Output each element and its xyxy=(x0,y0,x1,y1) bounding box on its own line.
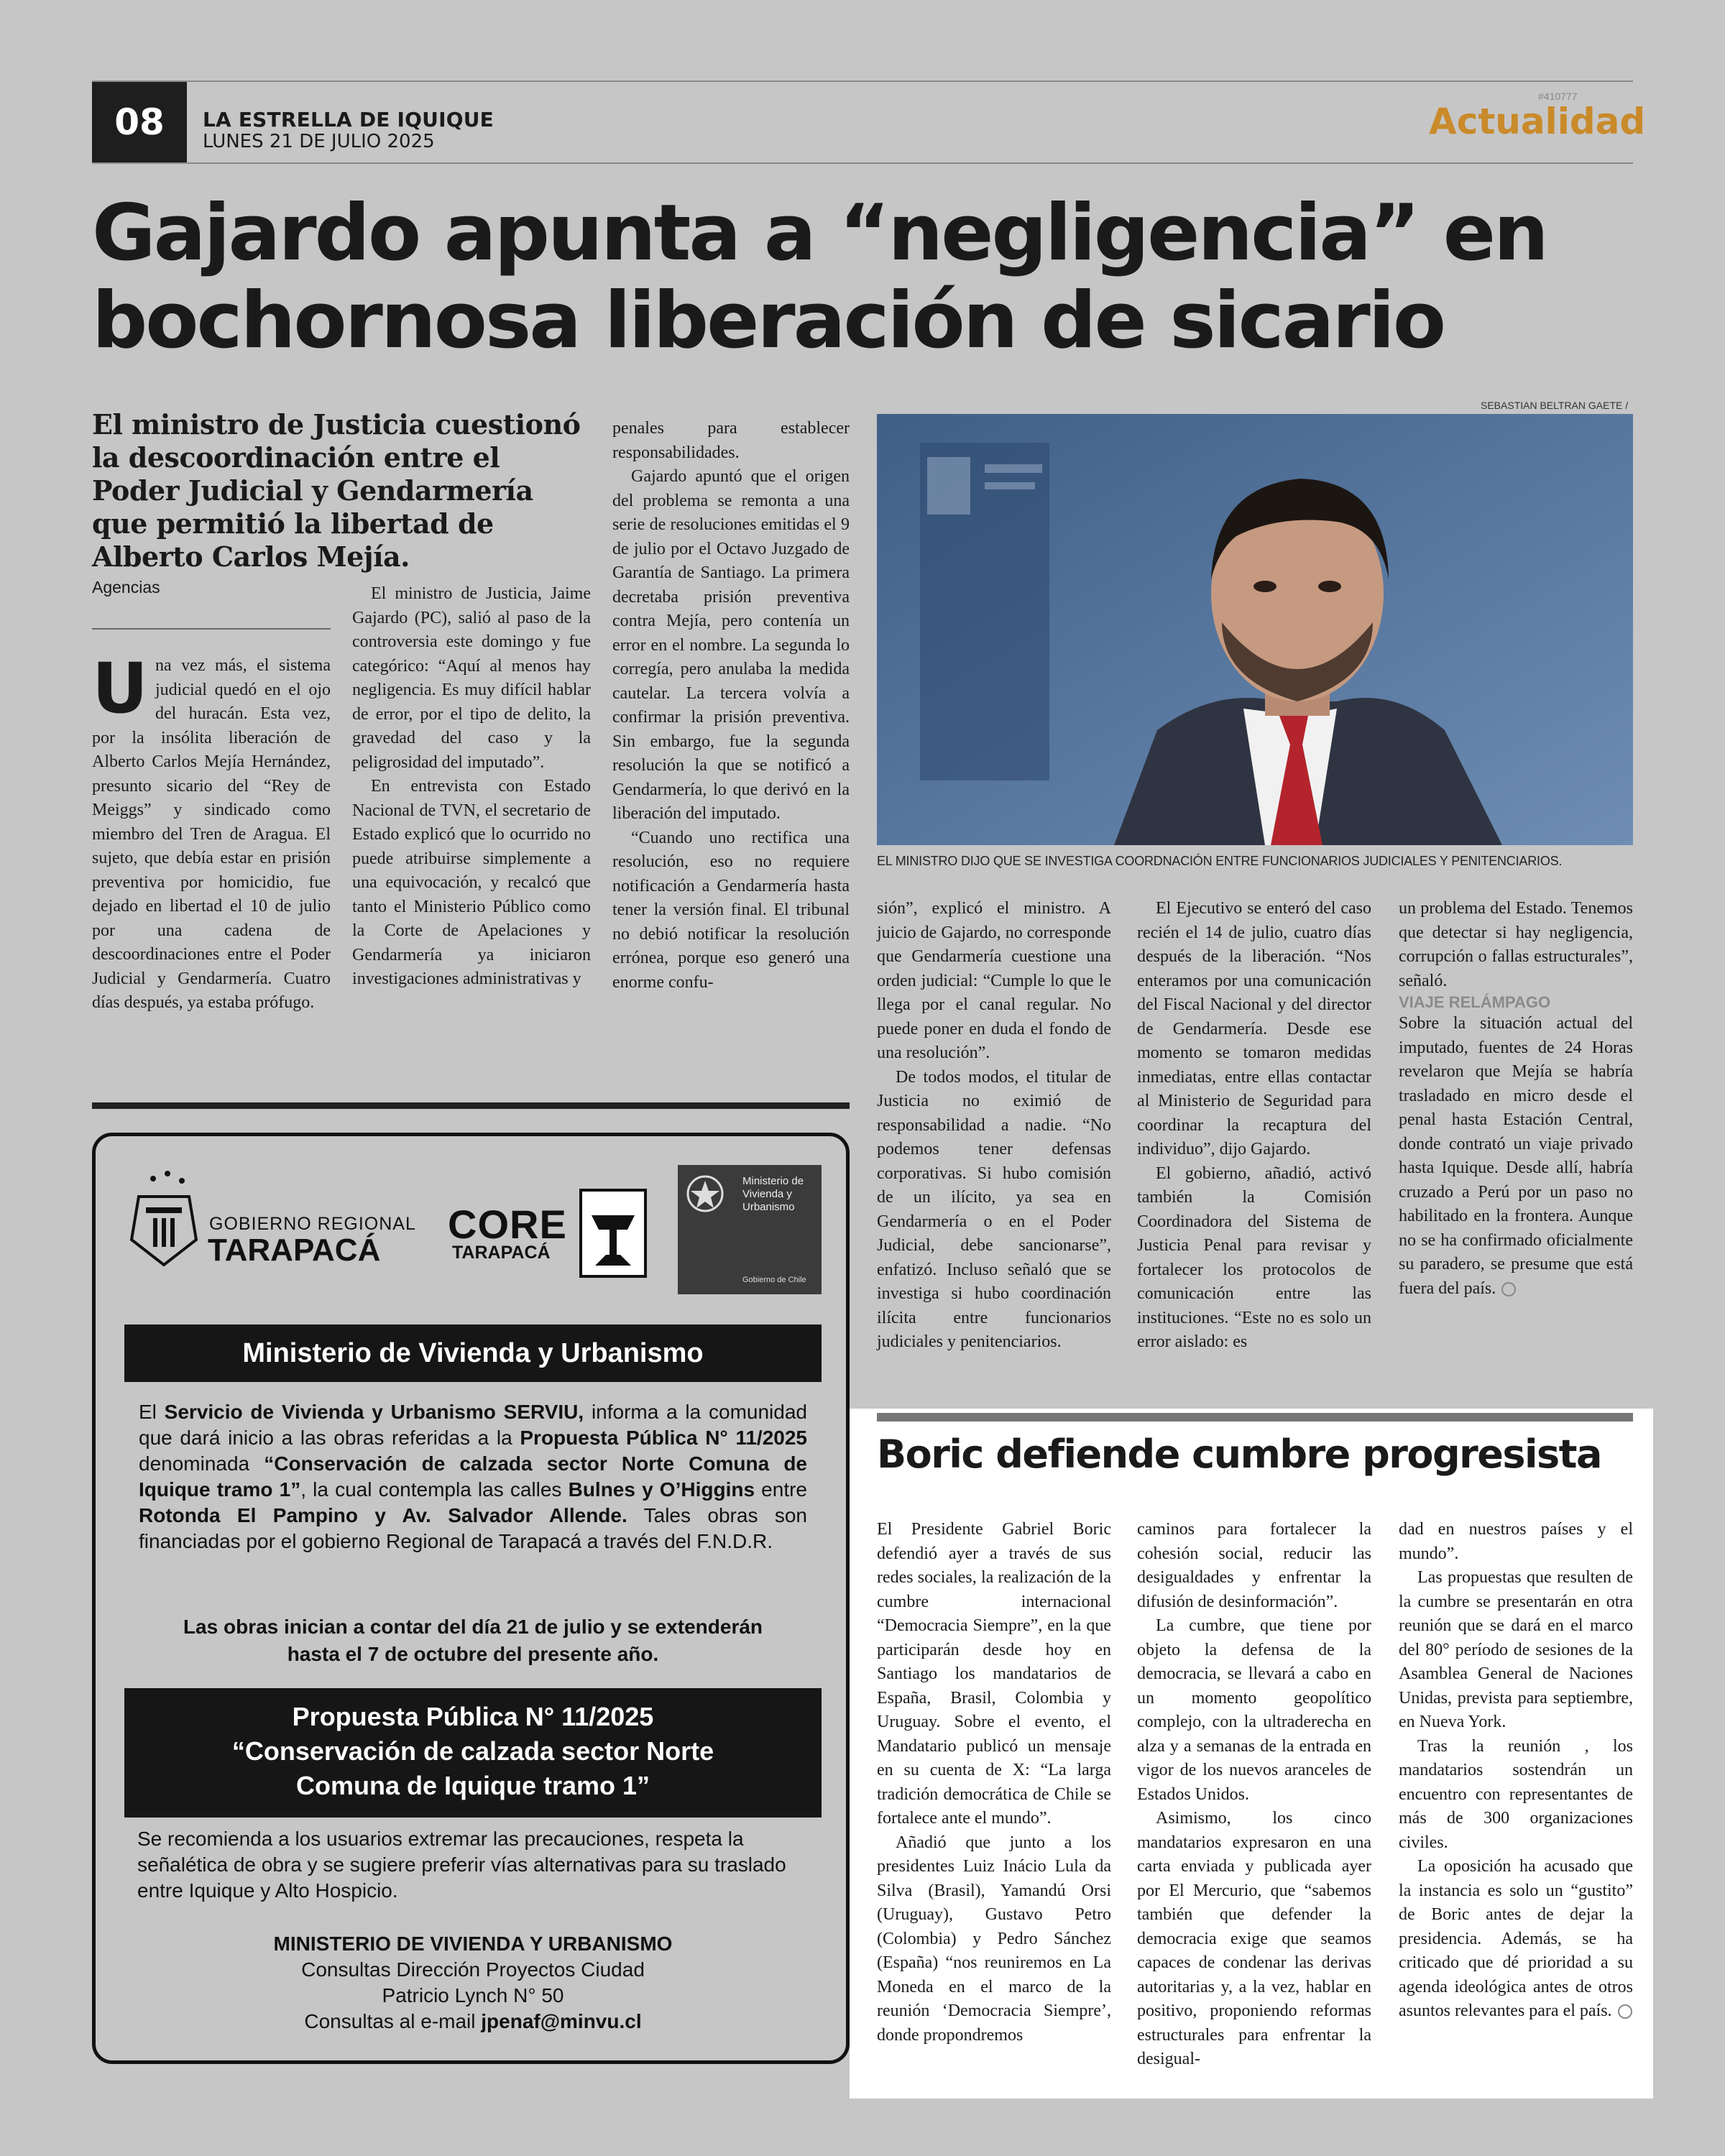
core-emblem-icon xyxy=(577,1187,649,1280)
ministerio-logo-text xyxy=(742,1175,804,1214)
article-headline xyxy=(92,190,1633,365)
logo-line: Urbanismo xyxy=(742,1201,795,1213)
paragraph: El gobierno, añadió, activó también la Comisión Coordinadora del Sistema de Justicia Penal para revisar y fortalecer los protocolos de comunicación entre las instituciones. “Este no es solo un error aislado: es xyxy=(1137,1164,1371,1351)
text: hasta el 7 de octubre del presente año. xyxy=(287,1643,659,1665)
ad-title-bar: Ministerio de Vivienda y Urbanismo xyxy=(124,1325,822,1382)
paragraph: penales para establecer responsabilidades. xyxy=(612,419,850,462)
text: Tales obras son financiadas por el gobierno Regional de Tarapacá a través del F.N.D.R. xyxy=(139,1504,807,1552)
paragraph: Añadió que junto a los presidentes Luiz Inácio Lula da Silva (Brasil), Yamandú Orsi (Uruguay), Gustavo Petro (Colombia) y Pedro Sánchez (España) “nos reuniremos en La Moneda en el marco de la reunión ‘Democracia Siempre’, donde propondremos xyxy=(877,1833,1111,2045)
text: Comuna de Iquique tramo 1” xyxy=(295,1771,650,1800)
text: Rotonda El Pampino y Av. Salvador Allende. xyxy=(139,1504,627,1526)
core-logo-text: CORE xyxy=(448,1202,567,1247)
headline-line-1: Gajardo apunta a “negligencia” en xyxy=(92,188,1547,278)
drop-cap: U xyxy=(92,648,148,729)
section-name: Actualidad xyxy=(1429,101,1646,142)
issue-date: LUNES 21 DE JULIO 2025 xyxy=(203,131,435,152)
minister-photo xyxy=(877,414,1633,845)
article-column-4 xyxy=(877,897,1111,1355)
text: denominada xyxy=(139,1452,264,1475)
text: Propuesta Pública N° 11/2025 xyxy=(520,1427,808,1449)
photo-caption: EL MINISTRO DIJO QUE SE INVESTIGA COORDNACIÓN ENTRE FUNCIONARIOS JUDICIALES Y PENITENCIARIOS. xyxy=(877,854,1563,868)
ad-project-bar xyxy=(124,1688,822,1818)
paragraph: El Ejecutivo se enteró del caso recién el 14 de julio, cuatro días después de la liberación. “Nos enteramos por una comunicación del Fiscal Nacional y del director de Gendarmería. Desde ese momento se tomaron medidas inmediatas, entre ellas contactar al Ministerio de Seguridad para coordinar la recaptura del individuo”, dijo Gajardo. xyxy=(1137,899,1371,1158)
article-lede: El ministro de Justicia cuestionó la descoordinación entre el Poder Judicial y Gendarmería que permitió la libertad de Alberto Carlos Mejía. xyxy=(92,408,581,573)
paragraph: sión”, explicó el ministro. A juicio de Gajardo, no corresponde que Gendarmería cuestione una orden judicial: “Cumple lo que le llega por el canal regular. No puede poner en duda el fondo de una resolución”. xyxy=(877,899,1111,1062)
paragraph: Sobre la situación actual del imputado, fuentes de 24 Horas revelaron que Mejía se habría trasladado en micro desde el penal hasta Estación Central, donde contrató un viaje privado hasta Iquique. Desde allí, habría cruzado a Perú por un paso no habilitado en la frontera. Aunque no se ha confirmado oficialmente su paradero, se presume que está fuera del país. xyxy=(1399,1014,1633,1298)
boric-column-2 xyxy=(1137,1518,1371,2072)
text: Bulnes y O’Higgins xyxy=(568,1478,755,1501)
header-top-rule xyxy=(92,80,1633,82)
paragraph: De todos modos, el titular de Justicia no eximió de responsabilidad a nadie. “No podemos tener defensas corporativas. Si hubo comisión de un ilícito, ya sea en Gendarmería o en el Poder Judicial, debe sancionarse”, enfatizó. Incluso señaló que se investiga si hubo coordinación ilícita entre funcionarios judiciales y penitenciarios. xyxy=(877,1067,1111,1351)
paragraph: un problema del Estado. Tenemos que detectar si hay negligencia, corrupción o fallas estructurales”, señaló. xyxy=(1399,899,1633,990)
page-number: 08 xyxy=(92,82,187,162)
ad-dates xyxy=(124,1613,822,1668)
paragraph: Las propuestas que resulten de la cumbre se presentarán en otra reunión que se dará en el marco del 80° período de sesiones de la Asamblea General de Naciones Unidas, prevista para septiembre, en Nueva York. xyxy=(1399,1568,1633,1731)
tarapaca-label: TARAPACÁ xyxy=(208,1233,381,1268)
minister-photo-illustration xyxy=(877,414,1633,845)
text: Servicio de Vivienda y Urbanismo SERVIU, xyxy=(164,1401,584,1423)
paragraph: Tras la reunión , los mandatarios sostendrán un encuentro con representantes de más de 300 organizaciones civiles. xyxy=(1399,1736,1633,1852)
boric-headline: Boric defiende cumbre progresista xyxy=(877,1432,1601,1477)
article-column-5 xyxy=(1137,897,1371,1355)
end-mark-icon xyxy=(1618,2004,1632,2019)
subheading: VIAJE RELÁMPAGO xyxy=(1399,993,1551,1011)
text: Propuesta Pública N° 11/2025 xyxy=(292,1702,654,1731)
text: Consultas al e-mail xyxy=(304,2010,482,2032)
text: Consultas Dirección Proyectos Ciudad xyxy=(301,1958,645,1981)
gobierno-regional-crest-icon xyxy=(124,1168,203,1268)
ad-footer xyxy=(124,1931,822,2035)
gobierno-regional-label: GOBIERNO REGIONAL xyxy=(209,1214,416,1234)
paragraph: La oposición ha acusado que la instancia es solo un “gustito” de Boric antes de dejar la presidencia. Además, se ha criticado que dé prioridad a su agenda ideológica antes de otros asuntos relevantes para el país. xyxy=(1399,1857,1633,2020)
section-code: #410777 xyxy=(1538,91,1578,102)
photo-credit: SEBASTIAN BELTRAN GAETE / xyxy=(1481,400,1629,411)
core-tarapaca-text: TARAPACÁ xyxy=(452,1243,551,1263)
text: informa a la comunidad que dará inicio a las obras referidas a la xyxy=(139,1401,807,1449)
paragraph: dad en nuestros países y el mundo”. xyxy=(1399,1520,1633,1563)
article-column-3 xyxy=(612,417,850,995)
text: entre xyxy=(755,1478,807,1501)
ad-recommendation: Se recomienda a los usuarios extremar las precauciones, respeta la señalética de obra y se sugiere preferir vías alternativas para su traslado entre Iquique y Alto Hospicio. xyxy=(137,1828,786,1902)
paragraph: La cumbre, que tiene por objeto la defensa de la democracia, se llevará a cabo en un momento geopolítico complejo, con la ultraderecha en alza y a semanas de la entrada en vigor de los nuevos aranceles de Estados Unidos. xyxy=(1137,1616,1371,1804)
header-bottom-rule xyxy=(92,162,1633,164)
boric-column-1 xyxy=(877,1518,1111,2047)
ministerio-logo-box xyxy=(678,1165,822,1294)
newspaper-name: LA ESTRELLA DE IQUIQUE xyxy=(203,108,494,132)
gobierno-de-chile-label: Gobierno de Chile xyxy=(742,1276,806,1284)
headline-line-2: bochornosa liberación de sicario xyxy=(92,276,1445,366)
chile-crest-icon xyxy=(684,1172,727,1215)
article-column-1 xyxy=(92,648,331,1015)
paragraph: En entrevista con Estado Nacional de TVN, el secretario de Estado explicó que lo ocurrido no puede atribuirse simplemente a una equivocación, y recalcó que tanto el Ministerio Público como la Corte de Apelaciones y Gendarmería ya iniciaron investigaciones administrativas y xyxy=(352,777,591,988)
section-divider xyxy=(92,1102,850,1109)
article-column-2 xyxy=(352,582,591,992)
text: Patricio Lynch N° 50 xyxy=(382,1984,564,2007)
email-link[interactable]: jpenaf@minvu.cl xyxy=(481,2010,642,2032)
text: “Conservación de calzada sector Norte xyxy=(231,1736,714,1766)
logo-line: Ministerio de xyxy=(742,1175,804,1187)
logo-line: Vivienda y xyxy=(742,1188,792,1200)
text: , la cual contempla las calles xyxy=(300,1478,569,1501)
paragraph: Asimismo, los cinco mandatarios expresaron en una carta enviada y publicada ayer por El Mercurio, que “sabemos también que defender la democracia exige que seamos capaces de condenar las derivas autoritarias y, a la vez, hablar en positivo, proponiendo reformas estructurales para enfrentar la desigual- xyxy=(1137,1809,1371,2068)
article-column-6 xyxy=(1399,897,1633,1301)
text: Las obras inician a contar del día 21 de julio y se extenderán xyxy=(183,1616,763,1638)
article-byline: Agencias xyxy=(92,578,160,596)
paragraph: Gajardo apuntó que el origen del problema se remonta a una serie de resoluciones emitidas el 9 de julio por el Octavo Juzgado de Garantía de Santiago. La primera decretaba prisión preventiva contra Mejía, pero contenía un error en el nombre. La segunda lo corregía, pero anulaba la medida cautelar. La tercera volvía a confirmar la prisión preventiva. Sin embargo, fue la segunda resolución la que se notificó a Gendarmería, lo que derivó en la liberación del imputado. xyxy=(612,467,850,823)
byline-rule xyxy=(92,628,331,630)
paragraph: El Presidente Gabriel Boric defendió ayer a través de sus redes sociales, la realización de la cumbre internacional “Democracia Siempre”, en la que participarán desde hoy en Santiago los mandatarios de España, Brasil, Colombia y Uruguay. Sobre el evento, el Mandatario publicó un mensaje en su cuenta de X: “La larga tradición democrática de Chile se fortalece ante el mundo”. xyxy=(877,1520,1111,1828)
paragraph: caminos para fortalecer la cohesión social, reducir las desigualdades y enfrentar la difusión de desinformación”. xyxy=(1137,1520,1371,1611)
end-mark-icon xyxy=(1501,1282,1516,1296)
serviu-advertisement xyxy=(92,1133,850,2064)
ad-body-paragraph xyxy=(139,1399,807,1554)
paragraph: “Cuando uno rectifica una resolución, eso no requiere notificación a Gendarmería hasta tener la versión final. El tribunal no debió notificar la resolución errónea, porque eso generó una enorme confu- xyxy=(612,828,850,992)
text: MINISTERIO DE VIVIENDA Y URBANISMO xyxy=(273,1932,673,1955)
text: El xyxy=(139,1401,165,1423)
boric-top-rule xyxy=(877,1413,1633,1422)
boric-column-3 xyxy=(1399,1518,1633,2024)
column-1-text: na vez más, el sistema judicial quedó en el ojo del huracán. Esta vez, por la insólita liberación de Alberto Carlos Mejía Hernández, presunto sicario del “Rey de Meiggs” y sindicado como miembro del Tren de Aragua. El sujeto, que debía estar en prisión preventiva por homicidio, fue dejado en libertad el 10 de julio por una cadena de descoordinaciones entre el Poder Judicial y Gendarmería. Cuatro días después, ya estaba prófugo. xyxy=(92,656,331,1012)
text: “Conservación de calzada sector Norte Comuna de Iquique tramo 1” xyxy=(139,1452,808,1501)
paragraph: El ministro de Justicia, Jaime Gajardo (PC), salió al paso de la controversia este domingo y fue categórico: “Aquí al menos hay negligencia. Es muy difícil hablar de error, por el tipo de delito, la gravedad del caso y la peligrosidad del imputado”. xyxy=(352,584,591,772)
